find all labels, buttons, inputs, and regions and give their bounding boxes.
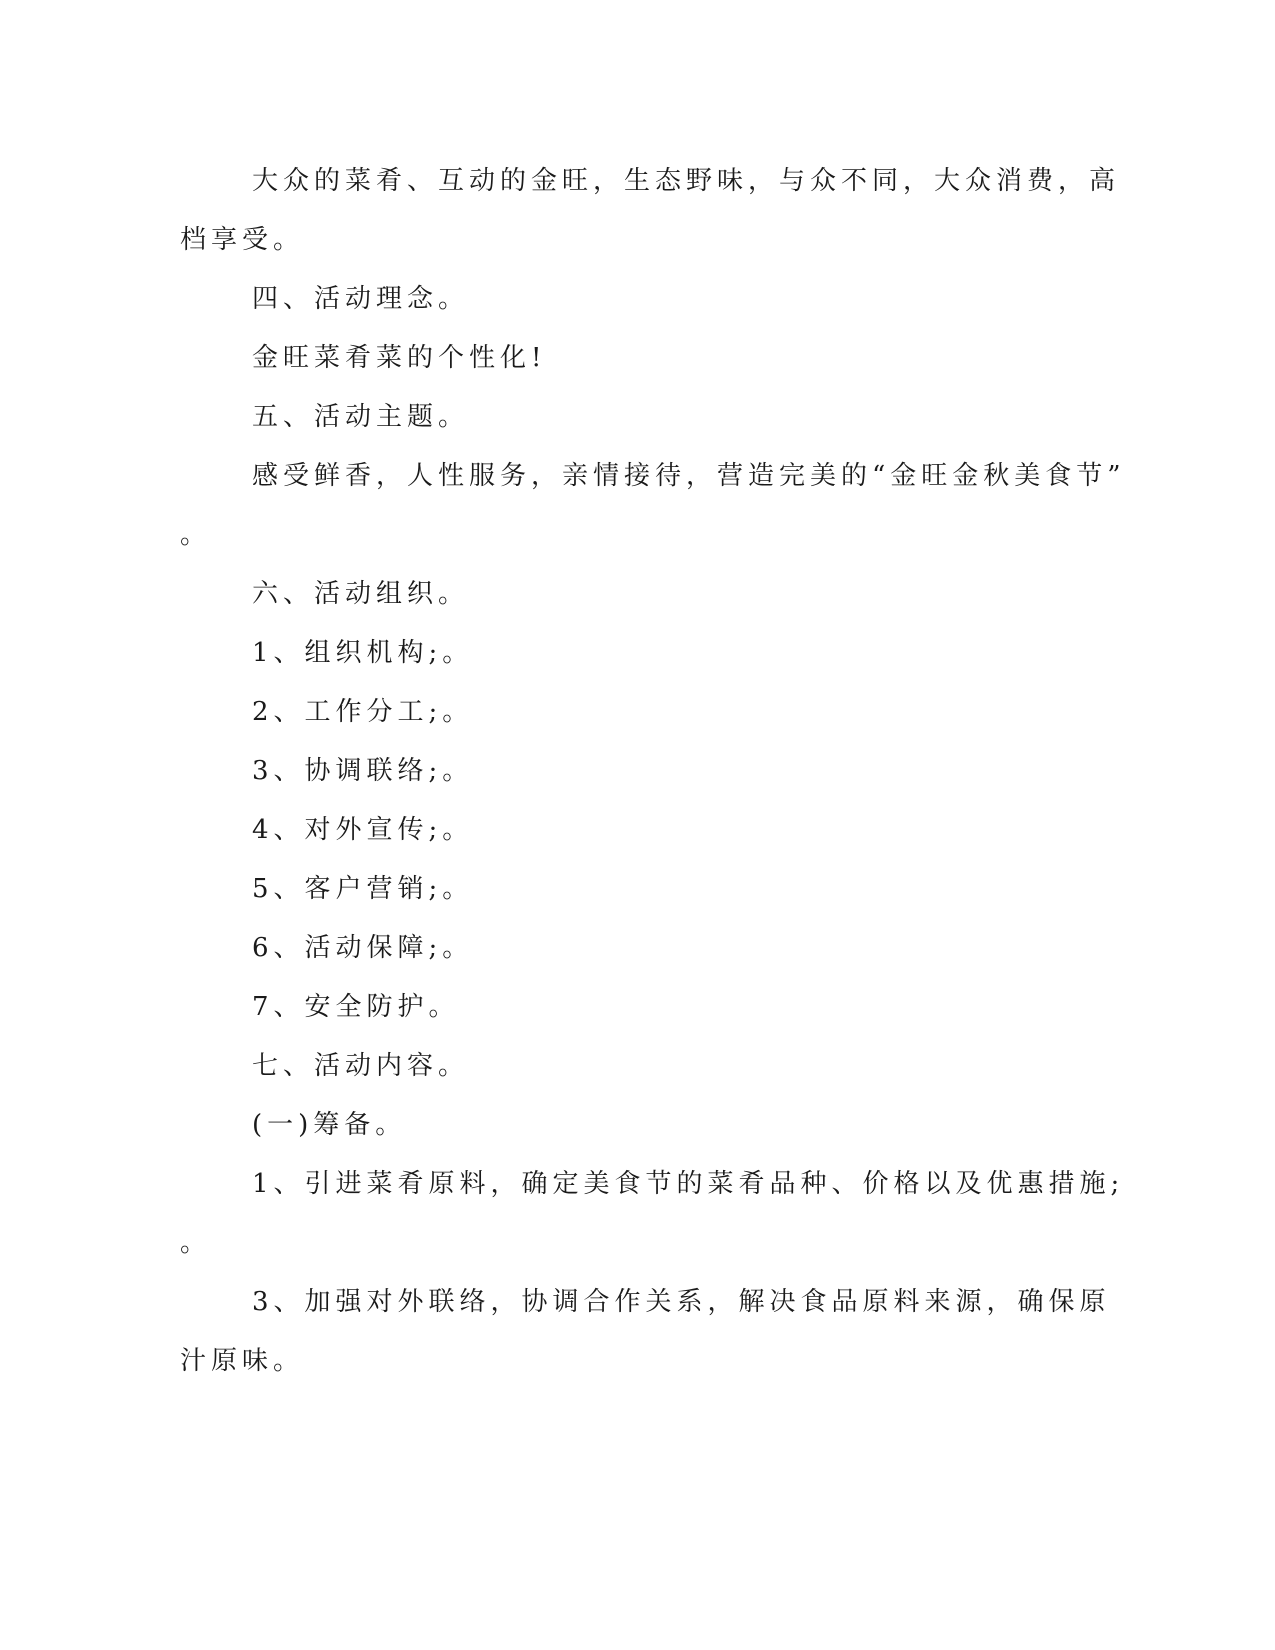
paragraph-line: 金旺菜肴菜的个性化! [252,343,547,373]
list-item: 7、安全防护。 [252,992,460,1022]
section-heading: 五、活动主题。 [252,402,470,432]
list-item: 3、加强对外联络，协调合作关系，解决食品原料来源，确保原 [252,1287,1111,1317]
list-item: 4、对外宣传;。 [252,815,474,845]
paragraph-line: 。 [180,520,212,550]
paragraph-line: 汁原味。 [180,1346,305,1376]
subsection-heading: (一)筹备。 [252,1110,407,1140]
list-item: 5、客户营销;。 [252,874,474,904]
section-heading: 七、活动内容。 [252,1051,470,1081]
list-item: 1、组织机构;。 [252,638,474,668]
paragraph-line: 大众的菜肴、互动的金旺，生态野味，与众不同，大众消费，高 [252,166,1121,196]
list-item: 3、协调联络;。 [252,756,474,786]
list-item: 6、活动保障;。 [252,933,474,963]
paragraph-line: 感受鲜香，人性服务，亲情接待，营造完美的“金旺金秋美食节” [252,461,1126,491]
list-item: 2、工作分工;。 [252,697,474,727]
section-heading: 四、活动理念。 [252,284,470,314]
list-item: 1、引进菜肴原料，确定美食节的菜肴品种、价格以及优惠措施; [252,1169,1125,1199]
paragraph-line: 。 [180,1228,212,1258]
section-heading: 六、活动组织。 [252,579,470,609]
paragraph-line: 档享受。 [180,225,305,255]
